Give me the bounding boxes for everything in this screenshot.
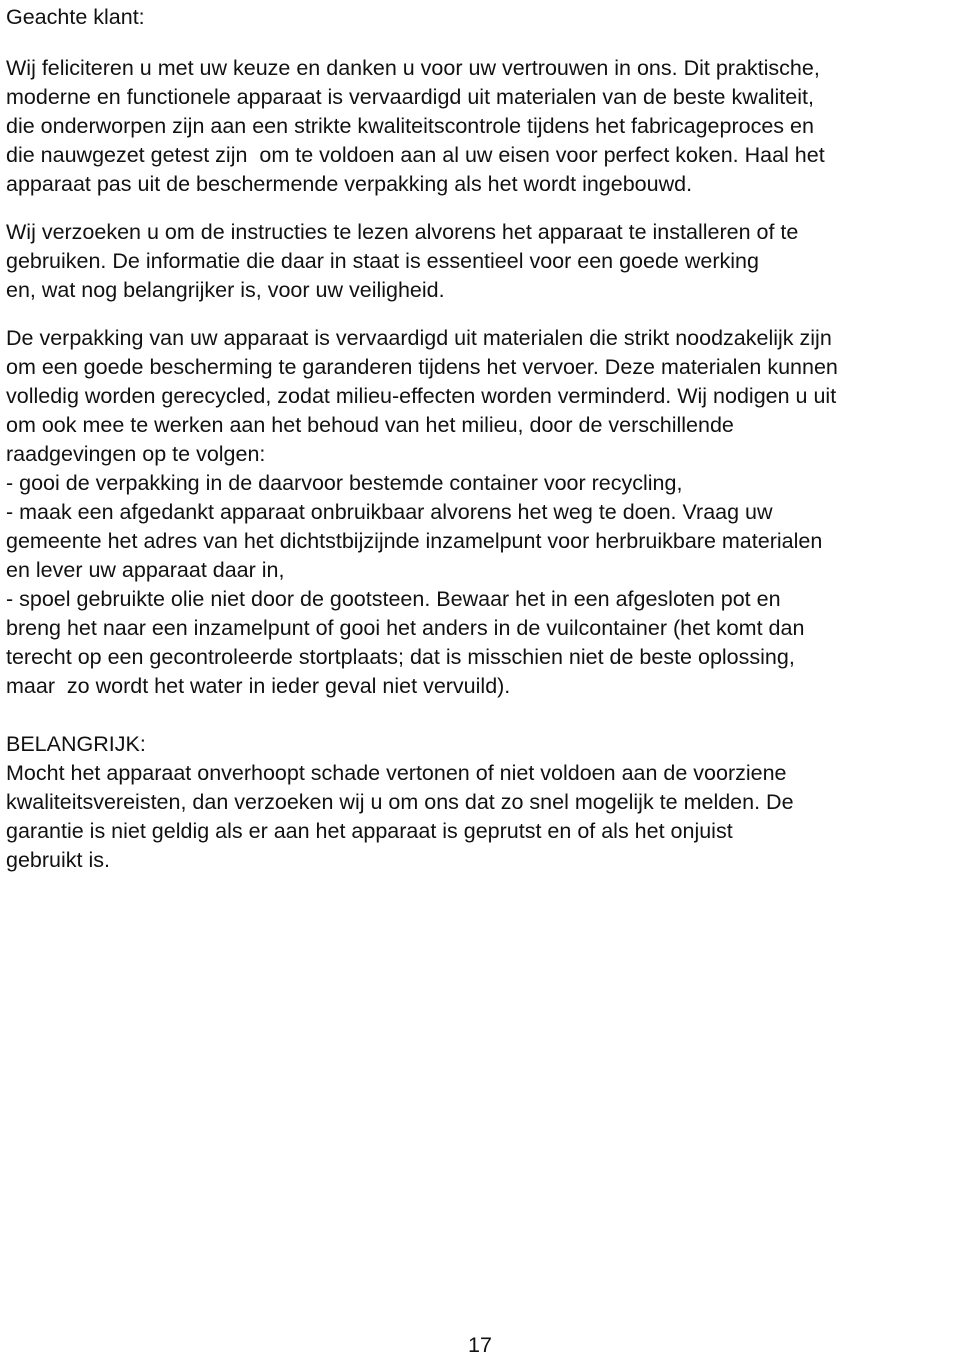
text-line: De verpakking van uw apparaat is vervaardigd uit materialen die strikt noodzakelijk zijn [6,326,832,350]
text-line: breng het naar een inzamelpunt of gooi het anders in de vuilcontainer (het komt dan [6,616,805,640]
text-line: - maak een afgedankt apparaat onbruikbaar alvorens het weg te doen. Vraag uw [6,500,773,524]
text-line: apparaat pas uit de beschermende verpakking als het wordt ingebouwd. [6,172,693,196]
text-line: en lever uw apparaat daar in, [6,558,285,582]
text-line: terecht op een gecontroleerde stortplaats; dat is misschien niet de beste oplossing, [6,645,795,669]
paragraph-packaging [6,324,956,701]
text-line: gebruikt is. [6,848,110,872]
text-line: die nauwgezet getest zijn om te voldoen aan al uw eisen voor perfect koken. Haal het [6,143,825,167]
page-number: 17 [468,1333,492,1357]
text-line: - gooi de verpakking in de daarvoor bestemde container voor recycling, [6,471,683,495]
text-line: garantie is niet geldig als er aan het apparaat is geprutst en of als het onjuist [6,819,733,843]
document-page [6,0,956,875]
text-line: Mocht het apparaat onverhoopt schade vertonen of niet voldoen aan de voorziene [6,761,787,785]
text-line: die onderworpen zijn aan een strikte kwaliteitscontrole tijdens het fabricageproces en [6,114,814,138]
text-line: gemeente het adres van het dichtstbijzijnde inzamelpunt voor herbruikbare materialen [6,529,823,553]
text-line: maar zo wordt het water in ieder geval niet vervuild). [6,674,511,698]
text-line: - spoel gebruikte olie niet door de gootsteen. Bewaar het in een afgesloten pot en [6,587,781,611]
text-line: Wij feliciteren u met uw keuze en danken u voor uw vertrouwen in ons. Dit praktische, [6,56,820,80]
text-line: volledig worden gerecycled, zodat milieu-effecten worden verminderd. Wij nodigen u uit [6,384,837,408]
paragraph-instructions [6,218,956,305]
greeting: Geachte klant: [6,5,145,29]
text-line: gebruiken. De informatie die daar in staat is essentieel voor een goede werking [6,249,759,273]
text-line: moderne en functionele apparaat is vervaardigd uit materialen van de beste kwaliteit, [6,85,814,109]
text-line: kwaliteitsvereisten, dan verzoeken wij u om ons dat zo snel mogelijk te melden. De [6,790,794,814]
paragraph-important [6,759,956,875]
paragraph-welcome [6,54,956,199]
text-line: om ook mee te werken aan het behoud van het milieu, door de verschillende [6,413,734,437]
text-line: om een goede bescherming te garanderen tijdens het vervoer. Deze materialen kunnen [6,355,838,379]
text-line: Wij verzoeken u om de instructies te lezen alvorens het apparaat te installeren of te [6,220,799,244]
text-line: raadgevingen op te volgen: [6,442,266,466]
important-heading: BELANGRIJK: [6,732,146,756]
text-line: en, wat nog belangrijker is, voor uw veiligheid. [6,278,445,302]
